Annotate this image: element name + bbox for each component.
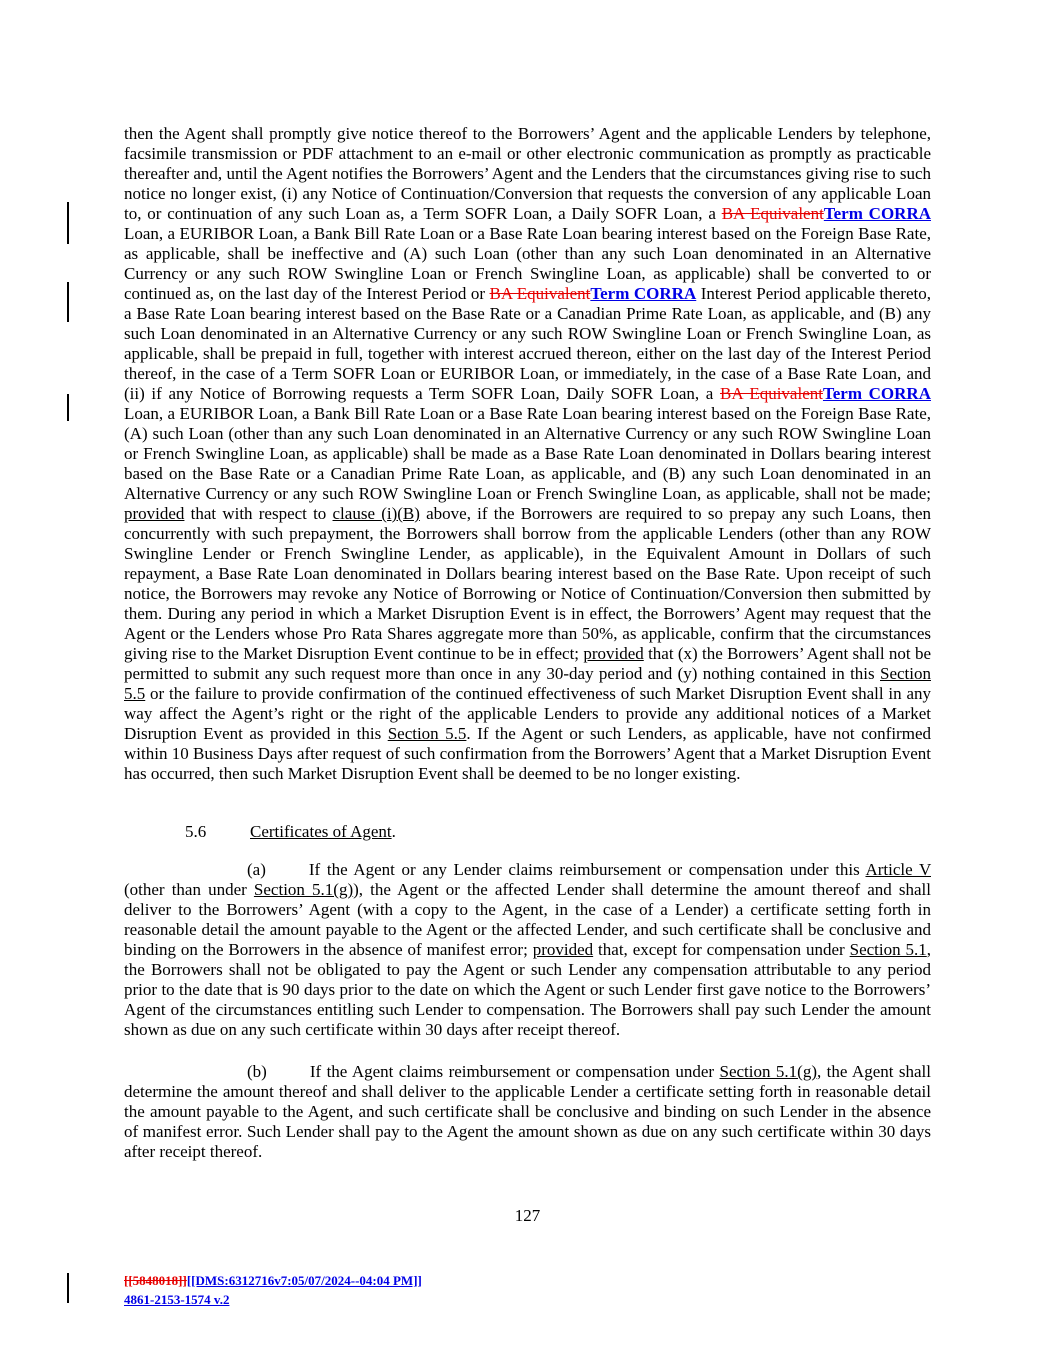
underlined-reference: provided bbox=[532, 940, 594, 959]
text-run: that, except for compensation under bbox=[593, 940, 850, 959]
inserted-text: Term CORRA bbox=[590, 284, 697, 303]
paragraph-b-text bbox=[124, 1062, 931, 1161]
text-run: , the Agent shall determine the amount thereof and shall deliver to the applicable Lender a certificate setting forth in reasonable detail the amount payable to the Agent, and such certificate shall be conclusive and binding on such Lender in the absence of manifest error. Such Lender shall pay to the Agent the amount shown as due on any such certificate within 30 days after receipt thereof. bbox=[124, 1062, 931, 1161]
text-run: then the Agent shall promptly give notice thereof to the Borrowers’ Agent and the applicable Lenders by telephone, facsimile transmission or PDF attachment to an e-mail or other electronic communication as promptly as practicable thereafter and, until the Agent notifies the Borrowers’ Agent and the Lenders that the circumstances giving rise to such notice no longer exist, (i) any Notice of Continuation/Conversion that requests the conversion of any applicable Loan to, or continuation of any such Loan as, a Term SOFR Loan, a Daily SOFR Loan, a bbox=[124, 124, 931, 223]
deleted-text: [[5848018]] bbox=[124, 1273, 187, 1288]
text-run: If the Agent or any Lender claims reimbursement or compensation under this bbox=[308, 860, 866, 879]
paragraph-b bbox=[124, 1062, 931, 1162]
inserted-text: Term CORRA bbox=[823, 204, 931, 223]
text-run: Loan, a EURIBOR Loan, a Bank Bill Rate Loan or a Base Rate Loan bearing interest based on the Foreign Base Rate, (A) such Loan (other than any such Loan denominated in an Alternative Currency or any such ROW Swingline Loan or French Swingline Loan, as applicable) shall be made as a Base Rate Loan denominated in Dollars bearing interest based on the Base Rate or a Canadian Prime Rate Loan, as applicable, and (B) any such Loan denominated in an Alternative Currency or any such ROW Swingline Loan or French Swingline Loan, as applicable, shall not be made; bbox=[124, 404, 931, 503]
underlined-reference: Article V bbox=[865, 860, 931, 879]
inserted-text: [[DMS:6312716v7:05/07/2024--04:04 PM]] bbox=[186, 1273, 422, 1288]
text-run: (other than under bbox=[124, 880, 254, 899]
body-paragraph bbox=[124, 124, 931, 784]
underlined-reference: Section 5.1 bbox=[849, 940, 927, 959]
deleted-text: BA Equivalent bbox=[719, 384, 823, 403]
paragraph-a-text bbox=[124, 860, 931, 1039]
footer-line-dms-id bbox=[124, 1271, 824, 1290]
underlined-reference: Section 5.1(g) bbox=[253, 880, 354, 899]
section-number: 5.6 bbox=[185, 822, 207, 841]
change-bar bbox=[67, 394, 69, 421]
section-title-period: . bbox=[391, 822, 396, 841]
text-run: . If the Agent or such Lenders, as applicable, have not confirmed within 10 Business Days after request of such confirmation from the Borrowers’ Agent that a Market Disruption Event has occurred, then such Market Disruption Event shall be deemed to be no longer existing. bbox=[124, 724, 931, 783]
text-run: above, if the Borrowers are required to so prepay any such Loans, then concurrently with such prepayment, the Borrowers shall borrow from the applicable Lenders (other than any ROW Swingline Lender or French Swingline Lender, as applicable), in the Equivalent Amount in Dollars of such repayment, a Base Rate Loan denominated in Dollars bearing interest based on the Base Rate. Upon receipt of such notice, the Borrowers may revoke any Notice of Borrowing or Notice of Continuation/Conversion then submitted by them. During any period in which a Market Disruption Event is in effect, the Borrowers’ Agent may request that the Agent or the Lenders whose Pro Rata Shares aggregate more than 50%, as applicable, confirm that the circumstances giving rise to the Market Disruption Event continue to be in effect; bbox=[124, 504, 931, 663]
underlined-reference: clause (i)(B) bbox=[332, 504, 420, 523]
deleted-text: BA Equivalent bbox=[489, 284, 591, 303]
text-run: Loan, a EURIBOR Loan, a Bank Bill Rate Loan or a Base Rate Loan bearing interest based on the Foreign Base Rate, as applicable, shall be ineffective and (A) such Loan (other than any such Loan denominated in an Alternative Currency or any such ROW Swingline Loan or French Swingline Loan, as applicable) shall be converted to or continued as, on the last day of the Interest Period or bbox=[124, 224, 931, 303]
text-run: that with respect to bbox=[184, 504, 333, 523]
page-number: 127 bbox=[514, 1206, 541, 1225]
document-id-footer bbox=[124, 1271, 824, 1309]
section-title: Certificates of Agent bbox=[250, 822, 392, 841]
paragraph-b-label: (b) bbox=[247, 1062, 267, 1081]
text-run: or the failure to provide confirmation of the continued effectiveness of such Market Disruption Event shall in any way affect the Agent’s right or the right of the applicable Lenders to provide any additional notices of a Market Disruption Event as provided in this bbox=[124, 684, 931, 743]
change-bar bbox=[67, 1273, 69, 1303]
change-bar bbox=[67, 282, 69, 322]
footer-line-doc-id bbox=[124, 1290, 824, 1309]
text-run: If the Agent claims reimbursement or compensation under bbox=[309, 1062, 720, 1081]
text-run: ), the Agent or the affected Lender shall determine the amount thereof and shall deliver to the Borrowers’ Agent (with a copy to the Agent, in the case of a Lender) a certificate setting forth in reasonable detail the amount payable to the Agent or the affected Lender, and such certificate shall be conclusive and binding on the Borrowers in the absence of manifest error; bbox=[124, 880, 931, 959]
text-run: Interest Period applicable thereto, a Base Rate Loan bearing interest based on the Base Rate or a Canadian Prime Rate Loan, as applicable, and (B) any such Loan denominated in an Alternative Currency or any such ROW Swingline Loan or French Swingline Loan, as applicable, shall be prepaid in full, together with interest accrued thereon, either on the last day of the Interest Period thereof, in the case of a Term SOFR Loan or EURIBOR Loan, or immediately, in the case of a Base Rate Loan, and (ii) if any Notice of Borrowing requests a Term SOFR Loan, Daily SOFR Loan, a bbox=[124, 284, 931, 403]
deleted-text: BA Equivalent bbox=[721, 204, 824, 223]
section-heading bbox=[124, 822, 931, 842]
inserted-text: Term CORRA bbox=[822, 384, 931, 403]
text-run: that (x) the Borrowers’ Agent shall not be permitted to submit any such request more than once in any 30-day period and (y) nothing contained in this bbox=[124, 644, 931, 683]
change-bar bbox=[67, 202, 69, 244]
underlined-reference: Section 5.5 bbox=[124, 664, 931, 703]
paragraph-a bbox=[124, 860, 931, 1040]
paragraph-a-label: (a) bbox=[247, 860, 266, 879]
underlined-reference: provided bbox=[583, 644, 644, 663]
underlined-reference: Section 5.1(g) bbox=[719, 1062, 817, 1081]
underlined-reference: provided bbox=[124, 504, 185, 523]
underlined-reference: Section 5.5 bbox=[387, 724, 467, 743]
text-run: , the Borrowers shall not be obligated to pay the Agent or such Lender any compensation attributable to any period prior to the date that is 90 days prior to the date on which the Agent or such Lender first gave notice to the Borrowers’ Agent of the circumstances entitling such Lender to compensation. The Borrowers shall pay such Lender the amount shown as due on any such certificate within 30 days after receipt thereof. bbox=[124, 940, 931, 1039]
inserted-text: 4861-2153-1574 v.2 bbox=[124, 1292, 230, 1307]
